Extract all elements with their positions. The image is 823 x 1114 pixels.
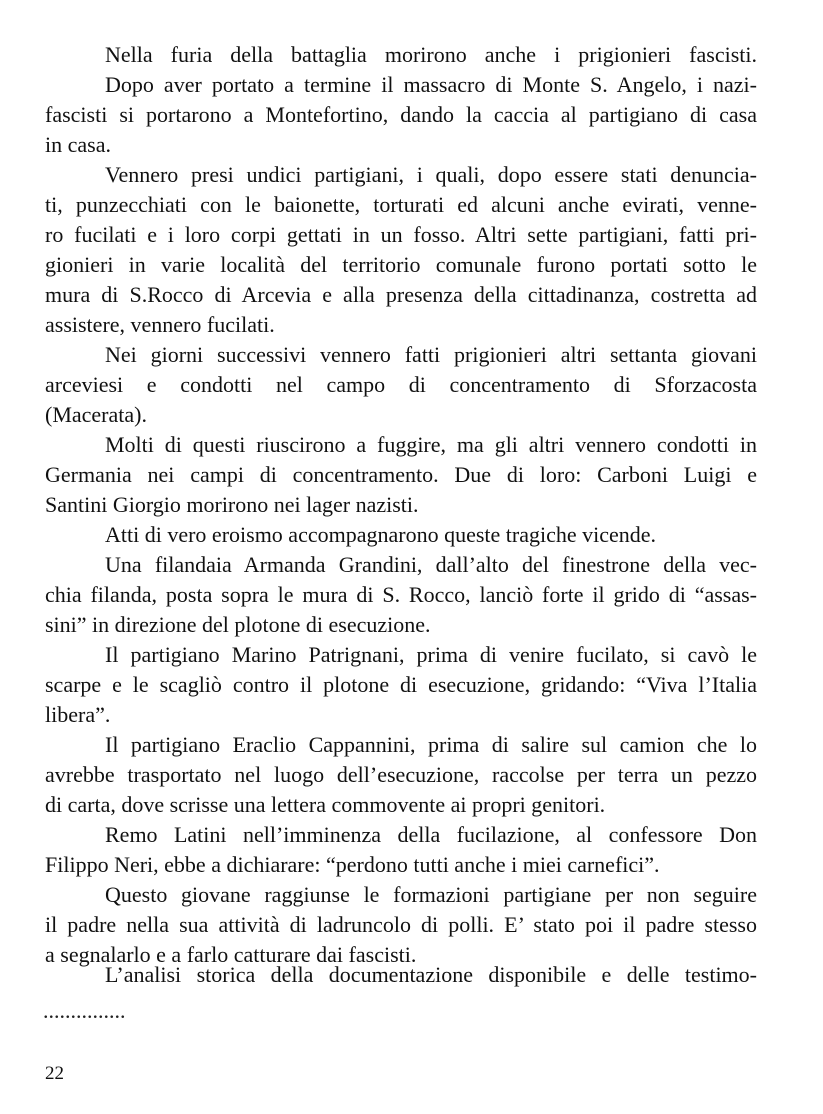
text-line: Una filandaia Armanda Grandini, dall’alto del finestrone della vec-: [105, 552, 757, 577]
text-line: (Macerata).: [45, 402, 147, 427]
text-line: ti, punzecchiati con le baionette, torturati ed alcuni anche evirati, venne-: [45, 192, 757, 217]
page-number: 22: [45, 1063, 64, 1084]
text-line: fascisti si portarono a Montefortino, dando la caccia al partigiano di casa: [45, 102, 757, 127]
text-line: Atti di vero eroismo accompagnarono queste tragiche vicende.: [105, 522, 657, 547]
text-line: mura di S.Rocco di Arcevia e alla presenza della cittadinanza, costretta ad: [45, 282, 757, 307]
text-line: Molti di questi riuscirono a fuggire, ma gli altri vennero condotti in: [105, 432, 757, 457]
text-line: sini” in direzione del plotone di esecuzione.: [45, 612, 431, 637]
text-line: a segnalarlo e a farlo catturare dai fascisti.: [45, 942, 417, 967]
text-line: gionieri in varie località del territorio comunale furono portati sotto le: [45, 252, 757, 277]
text-line: in casa.: [45, 132, 111, 157]
text-line: Questo giovane raggiunse le formazioni partigiane per non seguire: [105, 882, 757, 907]
text-line: Nei giorni successivi vennero fatti prigionieri altri settanta giovani: [105, 342, 757, 367]
text-line: chia filanda, posta sopra le mura di S. Rocco, lanciò forte il grido di “assas-: [45, 582, 757, 607]
text-line: Dopo aver portato a termine il massacro di Monte S. Angelo, i nazi-: [105, 72, 757, 97]
text-line: ro fucilati e i loro corpi gettati in un fosso. Altri sette partigiani, fatti pri-: [45, 222, 757, 247]
text-line: di carta, dove scrisse una lettera commovente ai propri genitori.: [45, 792, 606, 817]
text-line: arceviesi e condotti nel campo di concentramento di Sforzacosta: [45, 372, 757, 397]
text-line: Remo Latini nell’imminenza della fucilazione, al confessore Don: [105, 822, 757, 847]
text-line: Il partigiano Eraclio Cappannini, prima di salire sul camion che lo: [105, 732, 757, 757]
text-line: Il partigiano Marino Patrignani, prima di venire fucilato, si cavò le: [105, 642, 757, 667]
text-line: il padre nella sua attività di ladruncolo di polli. E’ stato poi il padre stesso: [45, 912, 757, 937]
text-line: L’analisi storica della documentazione disponibile e delle testimo-: [105, 962, 757, 987]
text-line: Filippo Neri, ebbe a dichiarare: “perdono tutti anche i miei carnefici”.: [45, 852, 660, 877]
text-line: Nella furia della battaglia morirono anche i prigionieri fascisti.: [105, 42, 757, 67]
text-line: scarpe e le scagliò contro il plotone di esecuzione, gridando: “Viva l’Italia: [45, 672, 757, 697]
text-line: Vennero presi undici partigiani, i quali, dopo essere stati denuncia-: [105, 162, 757, 187]
text-line: Santini Giorgio morirono nei lager nazisti.: [45, 492, 419, 517]
text-line: assistere, vennero fucilati.: [45, 312, 275, 337]
text-line: Germania nei campi di concentramento. Due di loro: Carboni Luigi e: [45, 462, 757, 487]
text-line: avrebbe trasportato nel luogo dell’esecuzione, raccolse per terra un pezzo: [45, 762, 757, 787]
text-line: libera”.: [45, 702, 111, 727]
footnote-marker: ...............: [43, 998, 126, 1023]
